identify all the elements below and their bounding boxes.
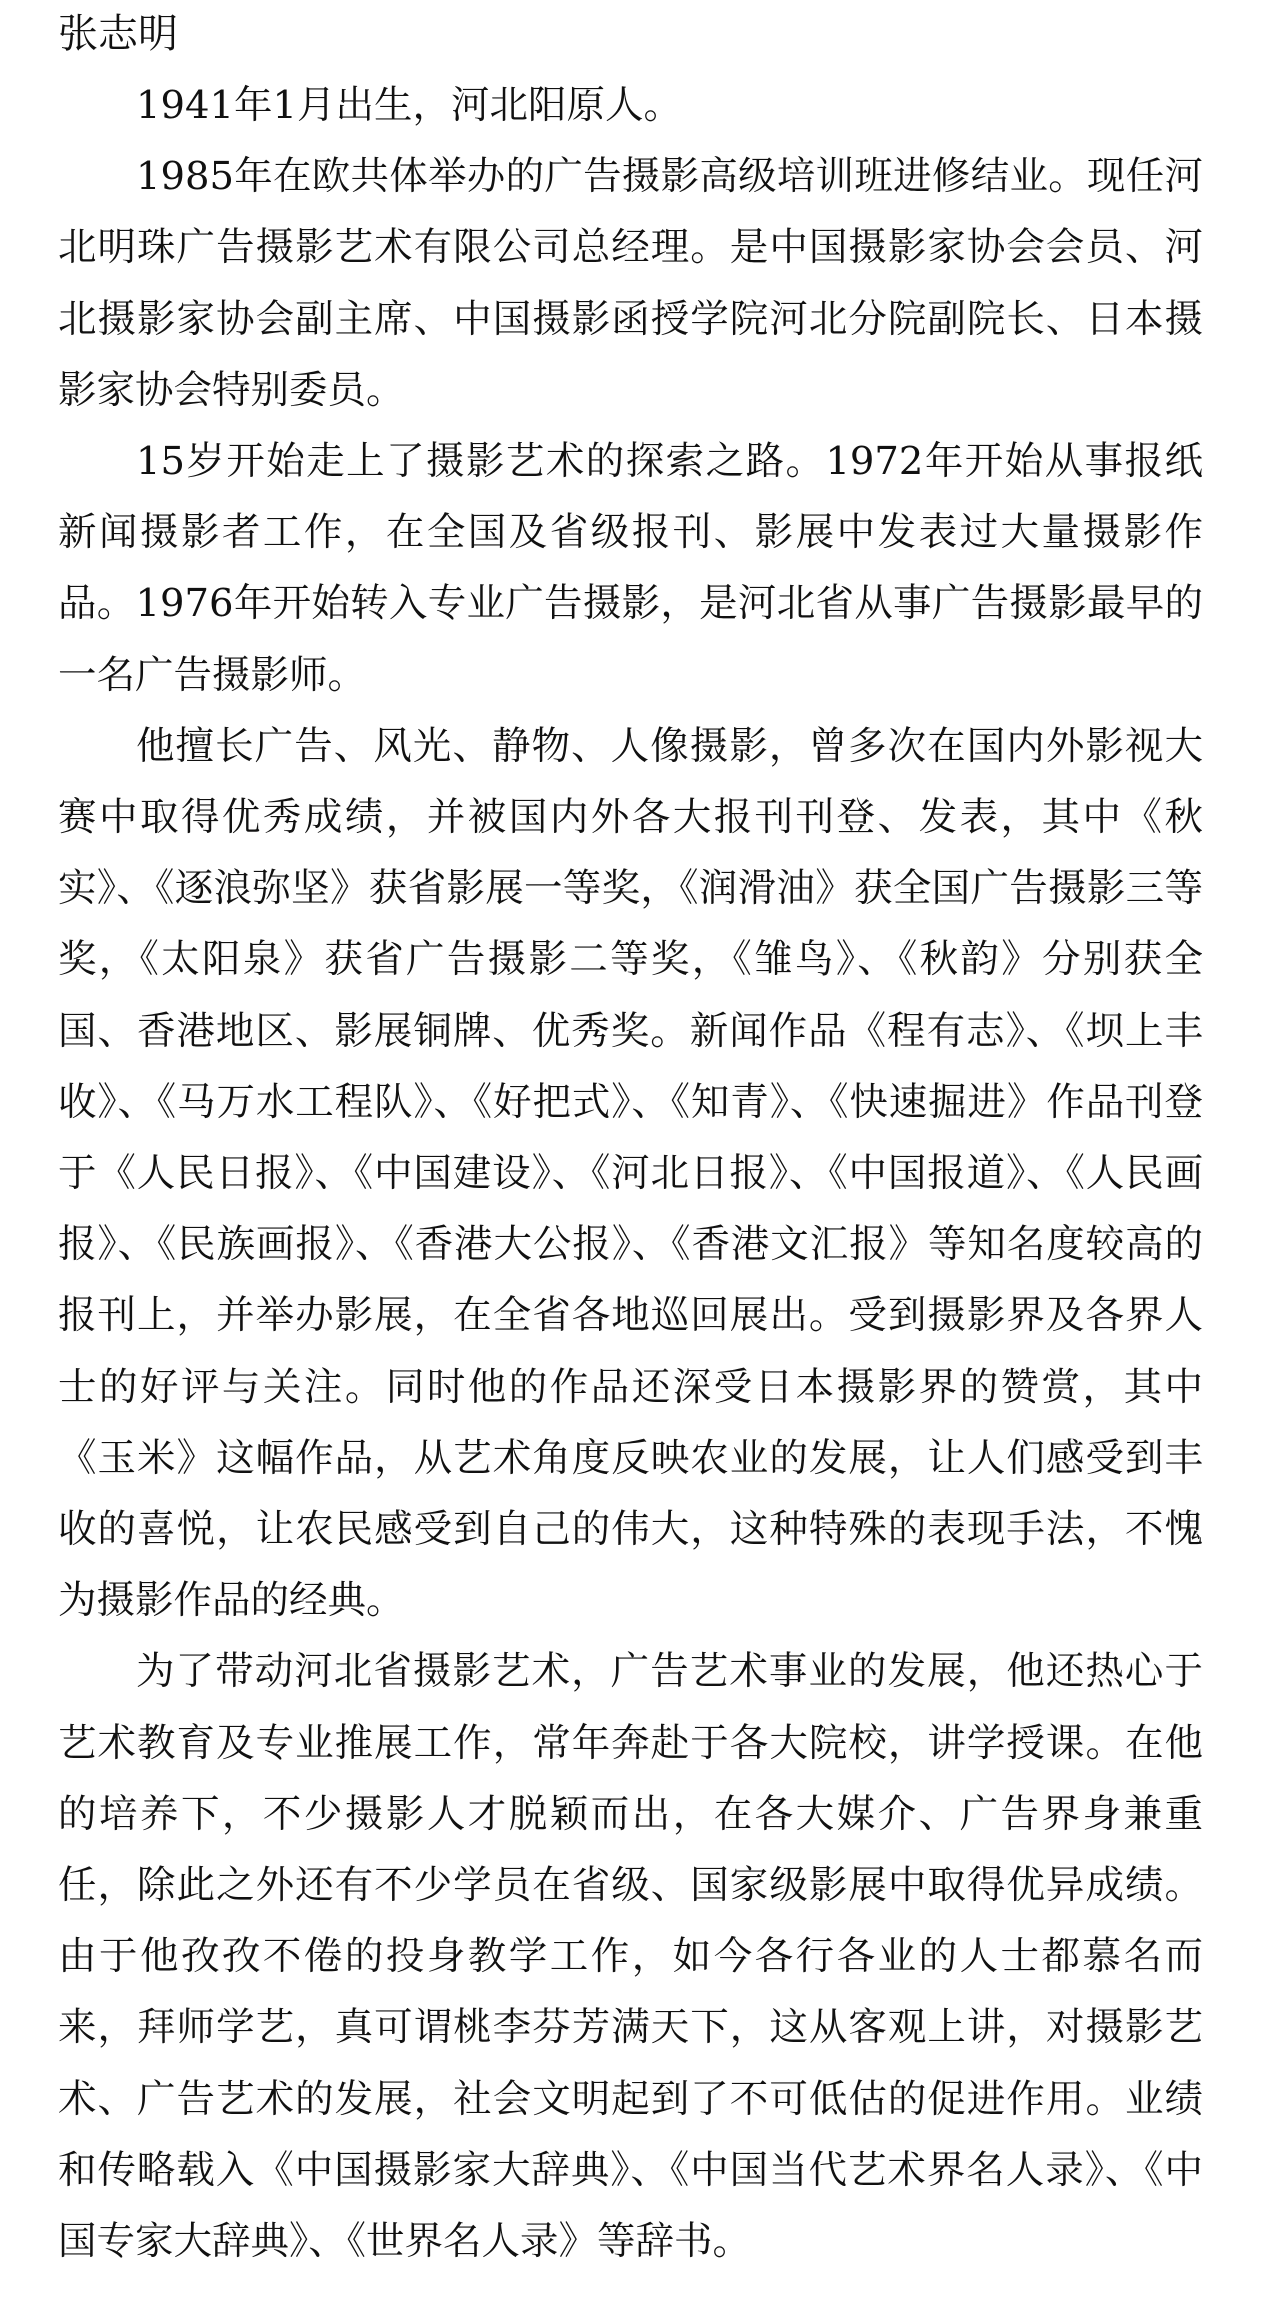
person-name-heading: 张志明 <box>58 11 178 57</box>
paragraph-career: 1985年在欧共体举办的广告摄影高级培训班进修结业。现任河北明珠广告摄影艺术有限公司总经理。是中国摄影家协会会员、河北摄影家协会副主席、中国摄影函授学院河北分院副院长、日本摄影家协会特别委员。 <box>58 154 1203 413</box>
paragraph-beginning: 15岁开始走上了摄影艺术的探索之路。1972年开始从事报纸新闻摄影者工作，在全国及省级报刊、影展中发表过大量摄影作品。1976年开始转入专业广告摄影，是河北省从事广告摄影最早的一名广告摄影师。 <box>58 439 1203 698</box>
paragraph-birth: 1941年1月出生，河北阳原人。 <box>136 83 682 128</box>
paragraph-teaching: 为了带动河北省摄影艺术，广告艺术事业的发展，他还热心于艺术教育及专业推展工作，常年奔赴于各大院校，讲学授课。在他的培养下，不少摄影人才脱颖而出，在各大媒介、广告界身兼重任，除此之外还有不少学员在省级、国家级影展中取得优异成绩。由于他孜孜不倦的投身教学工作，如今各行各业的人士都慕名而来，拜师学艺，真可谓桃李芬芳满天下，这从客观上讲，对摄影艺术、广告艺术的发展，社会文明起到了不可低估的促进作用。业绩和传略载入《中国摄影家大辞典》、《中国当代艺术界名人录》、《中国专家大辞典》、《世界名人录》等辞书。 <box>58 1649 1203 2265</box>
paragraph-works: 他擅长广告、风光、静物、人像摄影，曾多次在国内外影视大赛中取得优秀成绩，并被国内外各大报刊刊登、发表，其中《秋实》、《逐浪弥坚》获省影展一等奖，《润滑油》获全国广告摄影三等奖，《太阳泉》获省广告摄影二等奖，《雏鸟》、《秋韵》分别获全国、香港地区、影展铜牌、优秀奖。新闻作品《程有志》、《坝上丰收》、《马万水工程队》、《好把式》、《知青》、《快速掘进》作品刊登于《人民日报》、《中国建设》、《河北日报》、《中国报道》、《人民画报》、《民族画报》、《香港大公报》、《香港文汇报》等知名度较高的报刊上，并举办影展，在全省各地巡回展出。受到摄影界及各界人士的好评与关注。同时他的作品还深受日本摄影界的赞赏，其中《玉米》这幅作品，从艺术角度反映农业的发展，让人们感受到丰收的喜悦，让农民感受到自己的伟大，这种特殊的表现手法，不愧为摄影作品的经典。 <box>58 723 1203 1624</box>
